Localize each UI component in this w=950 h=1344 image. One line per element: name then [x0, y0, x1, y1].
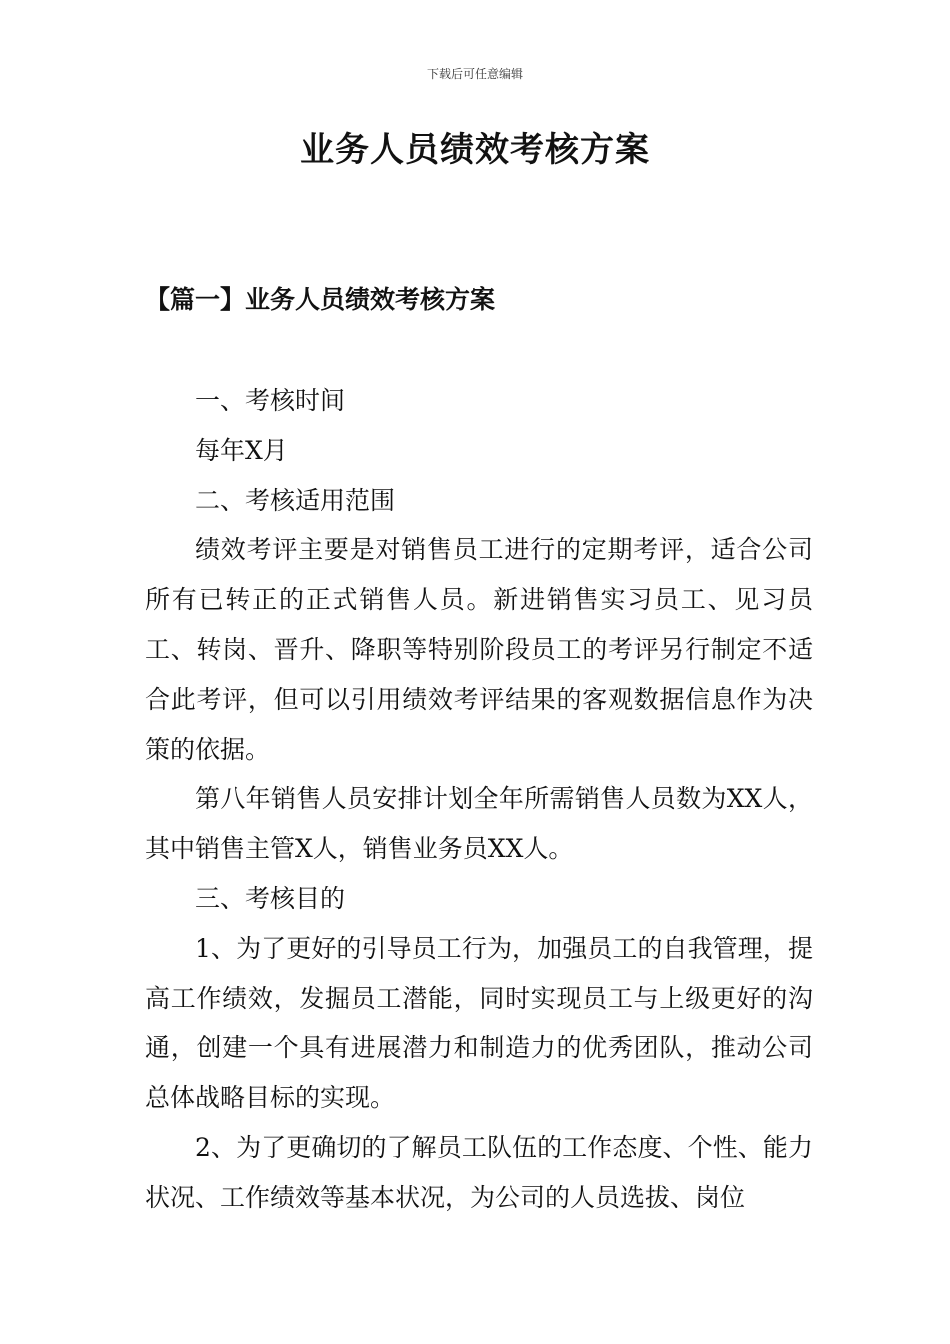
- paragraph-purpose-2: 2、为了更确切的了解员工队伍的工作态度、个性、能力状况、工作绩效等基本状况，为公司的人员选拔、岗位: [145, 1132, 813, 1212]
- header-note: 下载后可任意编辑: [426, 67, 523, 81]
- document-body: [145, 376, 813, 1223]
- heading-assessment-purpose: 三、考核目的: [195, 883, 346, 913]
- section-heading: 【篇一】业务人员绩效考核方案: [145, 285, 496, 314]
- document-title: 业务人员绩效考核方案: [300, 130, 650, 170]
- paragraph-assessment-time: 每年X月: [195, 435, 288, 465]
- heading-assessment-time: 一、考核时间: [195, 386, 346, 415]
- paragraph-staffing-plan: 第八年销售人员安排计划全年所需销售人员数为XX人，其中销售主管X人，销售业务员XX人。: [145, 784, 813, 864]
- paragraph-purpose-1: 1、为了更好的引导员工行为，加强员工的自我管理，提高工作绩效，发掘员工潜能，同时实现员工与上级更好的沟通，创建一个具有进展潜力和制造力的优秀团队，推动公司总体战略目标的实现。: [145, 933, 813, 1113]
- paragraph-assessment-scope: 绩效考评主要是对销售员工进行的定期考评，适合公司所有已转正的正式销售人员。新进销售实习员工、见习员工、转岗、晋升、降职等特别阶段员工的考评另行制定不适合此考评，但可以引用绩效考评结果的客观数据信息作为决策的依据。: [145, 535, 813, 764]
- heading-assessment-scope: 二、考核适用范围: [195, 485, 396, 515]
